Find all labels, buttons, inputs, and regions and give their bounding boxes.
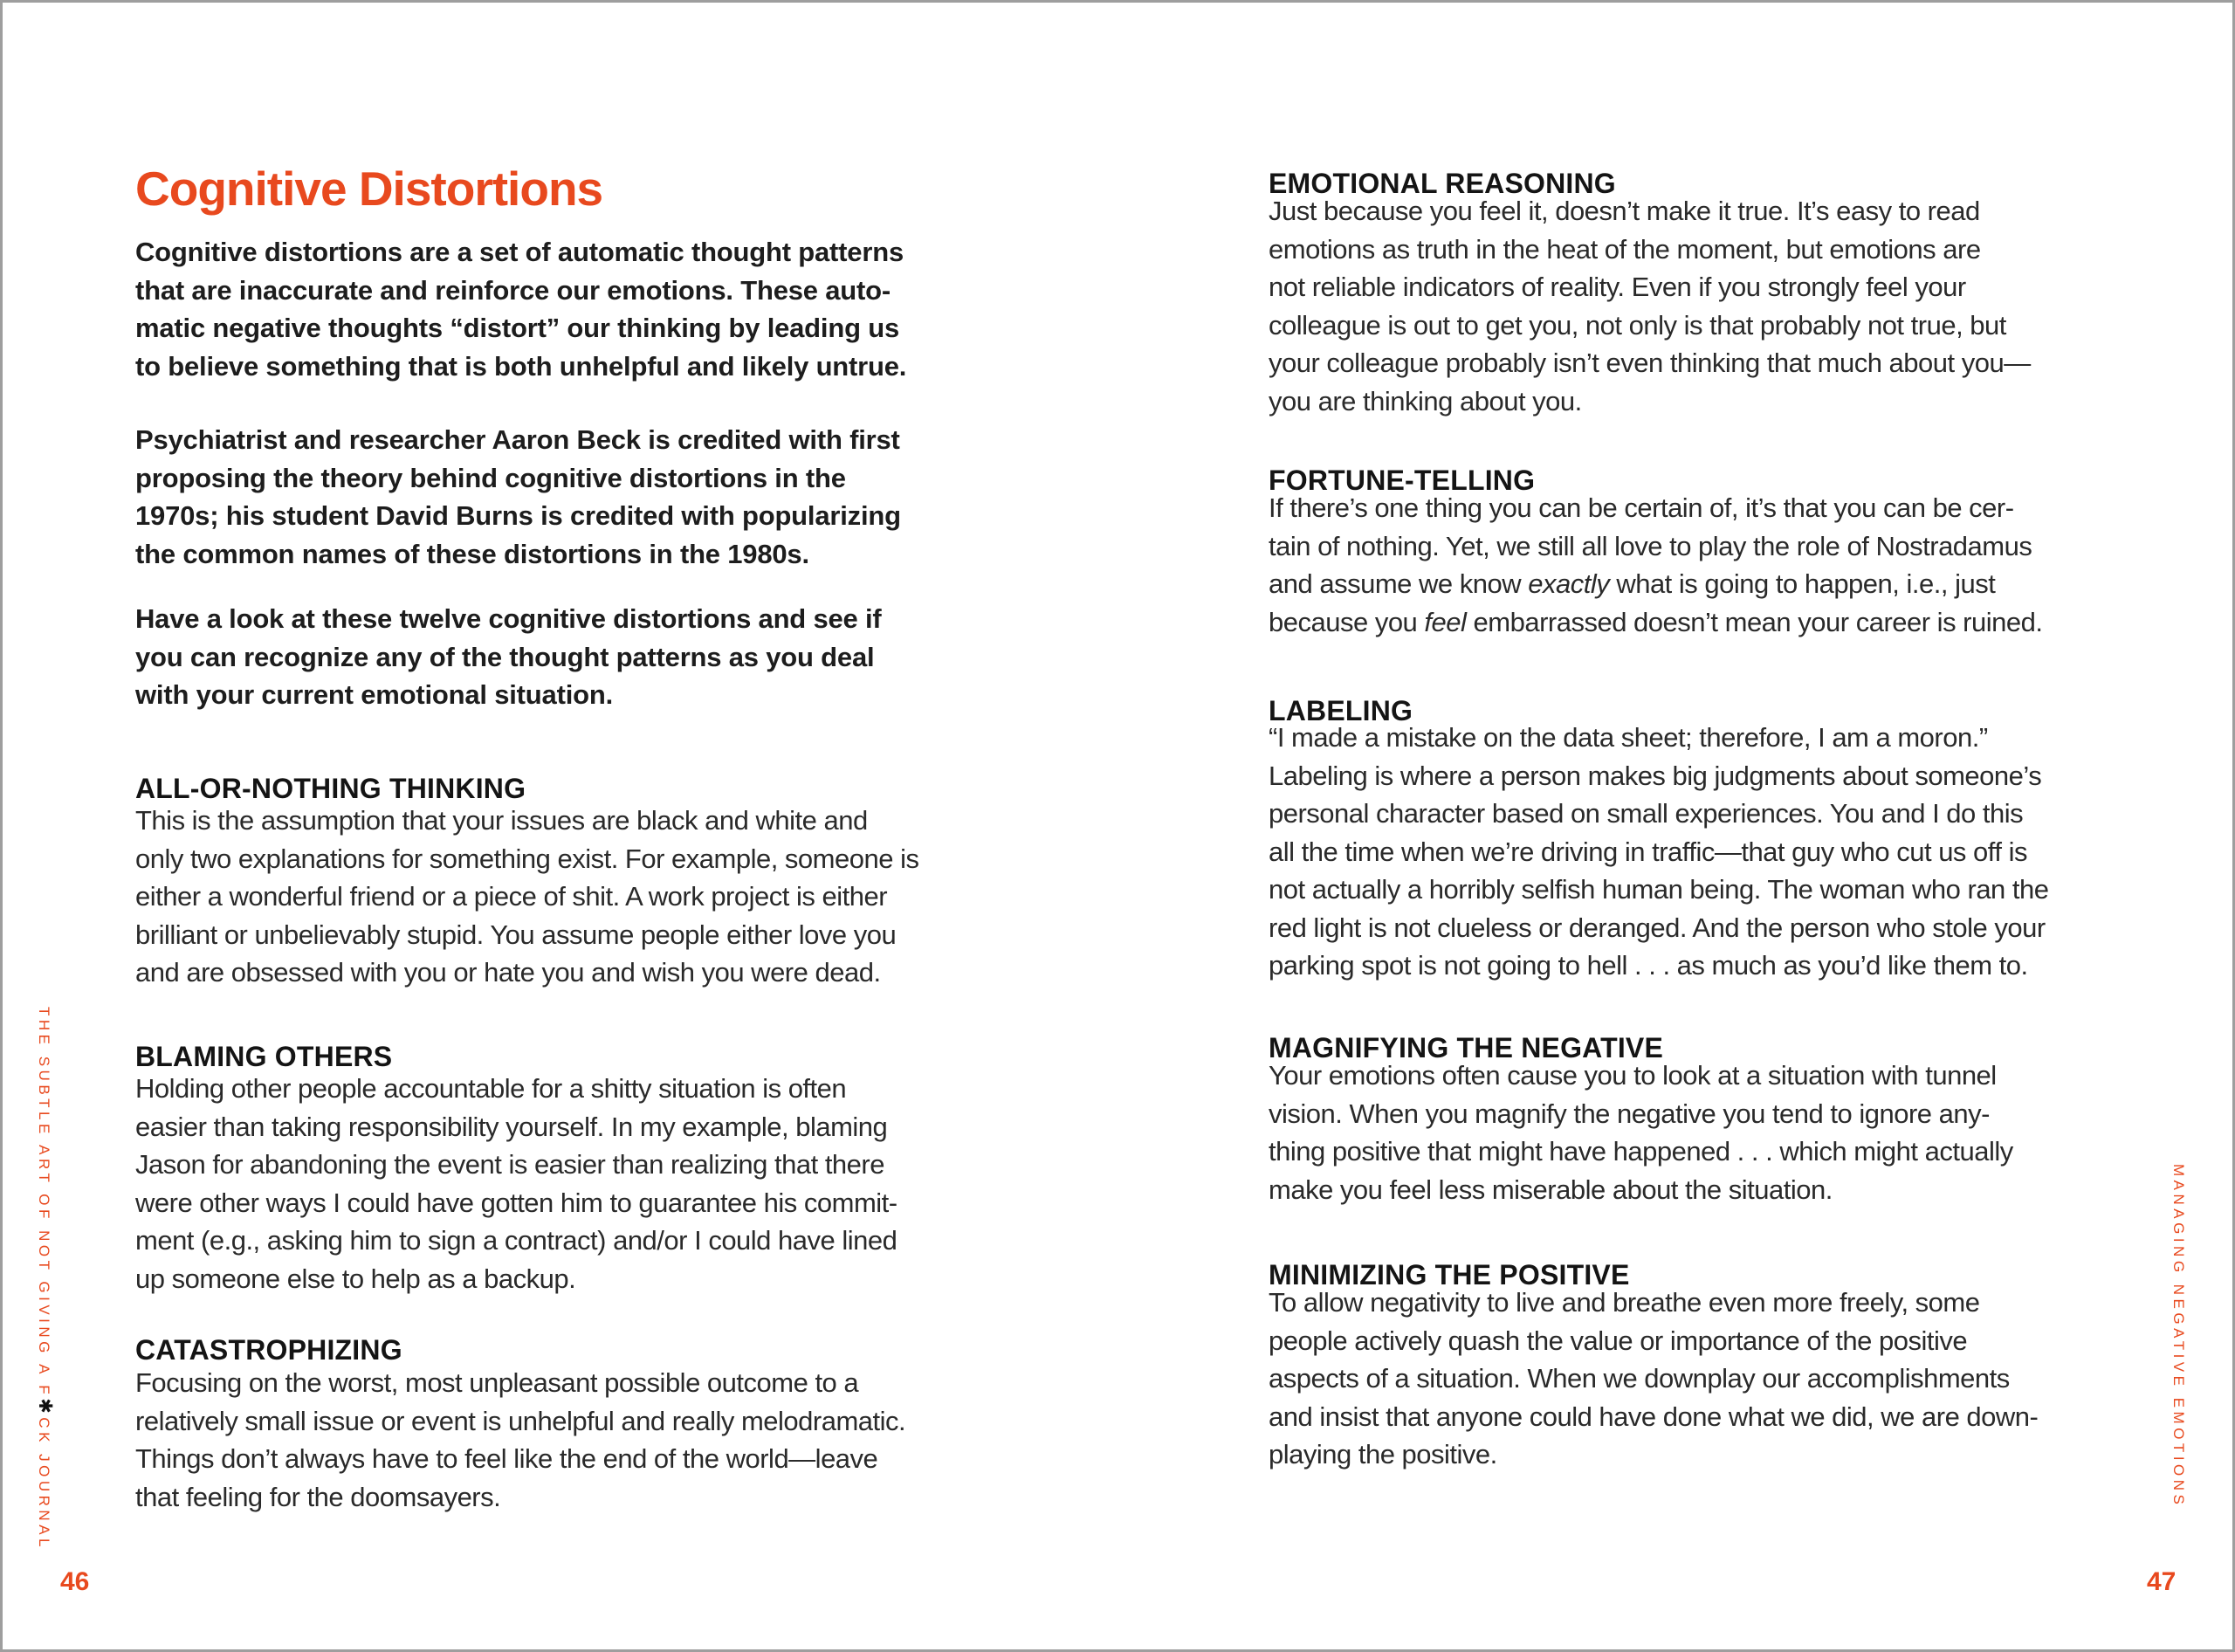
page-number-right: 47 — [2147, 1567, 2177, 1596]
right-spine-chapter-title: MANAGING NEGATIVE EMOTIONS — [2170, 1164, 2187, 1509]
intro-paragraph-1: Cognitive distortions are a set of automatic thought patterns that are inaccurate and reinforce our emotions. These auto- matic negative thoughts “distort” our thinking by leading us to believe something that is both unhelpful and likely untrue. — [135, 237, 907, 382]
section-heading-emotional-reasoning: EMOTIONAL REASONING — [1269, 167, 1616, 199]
section-heading-fortune-telling: FORTUNE-TELLING — [1269, 464, 1536, 496]
section-heading-minimizing-positive: MINIMIZING THE POSITIVE — [1269, 1258, 1630, 1291]
section-body-minimizing-positive: To allow negativity to live and breathe even more freely, some people actively quash the value or importance of the positive aspects of a situation. When we downplay our accomplishments and insist that anyone could have done what we did, we are down- playing the positive. — [1269, 1287, 2039, 1470]
section-heading-magnifying-negative: MAGNIFYING THE NEGATIVE — [1269, 1031, 1664, 1063]
intro-paragraph-2: Psychiatrist and researcher Aaron Beck is credited with first proposing the theory behind cognitive distortions in the 1970s; his student David Burns is credited with popularizing the common names of these distortions in the 1980s. — [135, 424, 901, 569]
intro-paragraph-3: Have a look at these twelve cognitive distortions and see if you can recognize any of the thought patterns as you deal with your current emotional situation. — [135, 603, 882, 710]
page-title: Cognitive Distortions — [135, 161, 603, 216]
section-heading-catastrophizing: CATASTROPHIZING — [135, 1333, 402, 1366]
section-body-all-or-nothing: This is the assumption that your issues are black and white and only two explanations for something exist. For example, someone is either a wonderful friend or a piece of shit. A work project is either brilliant or unbelievably stupid. You assume people either love you and are obsessed with you or hate you and wish you were dead. — [135, 805, 919, 988]
section-body-labeling: “I made a mistake on the data sheet; therefore, I am a moron.” Labeling is where a person makes big judgments about someone’s personal character based on small experiences. You and I do this all the time when we’re driving in traffic—that guy who cut us off is not actually a horribly selfish human being. The woman who ran the red light is not clueless or deranged. And the person who stole your parking spot is not going to hell . . . as much as you’d like them to. — [1269, 722, 2049, 981]
page-number-left: 46 — [60, 1567, 90, 1596]
section-body-catastrophizing: Focusing on the worst, most unpleasant possible outcome to a relatively small issue or event is unhelpful and really melodramatic. Things don’t always have to feel like the end of the world—leave that feeling for the doomsayers. — [135, 1367, 906, 1512]
section-heading-labeling: LABELING — [1269, 694, 1413, 726]
section-heading-all-or-nothing: ALL-OR-NOTHING THINKING — [135, 772, 526, 804]
section-body-blaming-others: Holding other people accountable for a shitty situation is often easier than taking responsibility yourself. In my example, blaming Jason for abandoning the event is easier than realizing that there were other ways I could have gotten him to guarantee his commit- ment (e.g., asking him to sign a contract) and/or I could have lined up someone else to help as a backup. — [135, 1073, 897, 1294]
section-body-magnifying-negative: Your emotions often cause you to look at a situation with tunnel vision. When you magnify the negative you tend to ignore any- thing positive that might have happened . . . which might actually make you feel less miserable about the situation. — [1269, 1060, 2013, 1205]
spine-title-post: CK JOURNAL — [36, 1417, 52, 1551]
ink-splat-icon: ✱ — [35, 1398, 55, 1418]
left-spine-book-title — [34, 1007, 56, 1551]
spine-title-pre: THE SUBTLE ART OF NOT GIVING A F — [36, 1007, 52, 1399]
section-heading-blaming-others: BLAMING OTHERS — [135, 1040, 393, 1072]
section-body-fortune-telling: If there’s one thing you can be certain of, it’s that you can be cer- tain of nothing. Yet, we still all love to play the role of Nostradamus and assume we know exactly what is going to happen, i.e., just because you feel embarrassed doesn’t mean your career is ruined. — [1269, 492, 2043, 637]
section-body-emotional-reasoning: Just because you feel it, doesn’t make it true. It’s easy to read emotions as truth in the heat of the moment, but emotions are not reliable indicators of reality. Even if you strongly feel your colleague is out to get you, not only is that probably not true, but your colleague probably isn’t even thinking that much about you— you are thinking about you. — [1269, 196, 2031, 416]
